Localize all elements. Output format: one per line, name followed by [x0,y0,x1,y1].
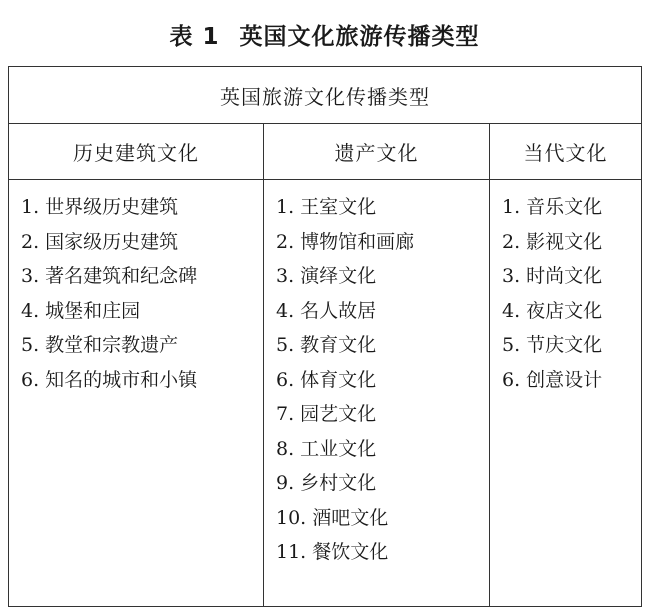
list-item: 3. 时尚文化 [502,265,603,287]
list-item: 11. 餐饮文化 [276,541,389,563]
table-caption [0,18,649,51]
list-item: 8. 工业文化 [276,437,377,460]
column-header-contemporary: 当代文化 [490,124,642,180]
list-item: 2. 国家级历史建筑 [21,230,179,253]
list-item: 6. 知名的城市和小镇 [21,368,198,391]
culture-tourism-table [8,66,642,607]
list-item: 1. 王室文化 [276,196,377,218]
column-cell-historic [9,180,264,607]
list-item: 4. 名人故居 [276,299,377,322]
list-item: 1. 世界级历史建筑 [21,196,179,218]
list-item: 4. 夜店文化 [502,299,603,322]
list-item: 1. 音乐文化 [502,196,603,218]
table-banner: 英国旅游文化传播类型 [9,67,642,124]
table-number: 表 1 [169,24,220,50]
list-item: 6. 创意设计 [502,368,603,391]
list-item: 5. 教堂和宗教遗产 [21,334,179,356]
list-item: 3. 演绎文化 [276,265,377,287]
list-item: 5. 节庆文化 [502,334,603,356]
column-cell-contemporary [490,180,642,607]
historic-list [21,190,263,397]
list-item: 5. 教育文化 [276,334,377,356]
contemporary-list [502,190,641,397]
list-item: 3. 著名建筑和纪念碑 [21,265,198,287]
list-item: 2. 影视文化 [502,230,603,253]
column-cell-heritage [264,180,490,607]
list-item: 6. 体育文化 [276,368,377,391]
list-item: 10. 酒吧文化 [276,506,389,529]
list-item: 9. 乡村文化 [276,472,377,494]
list-item: 2. 博物馆和画廊 [276,230,415,253]
table-title: 英国文化旅游传播类型 [239,24,480,50]
column-header-heritage: 遗产文化 [264,124,490,180]
column-header-historic: 历史建筑文化 [9,124,264,180]
list-item: 7. 园艺文化 [276,403,377,425]
list-item: 4. 城堡和庄园 [21,299,141,322]
heritage-list [276,190,489,570]
